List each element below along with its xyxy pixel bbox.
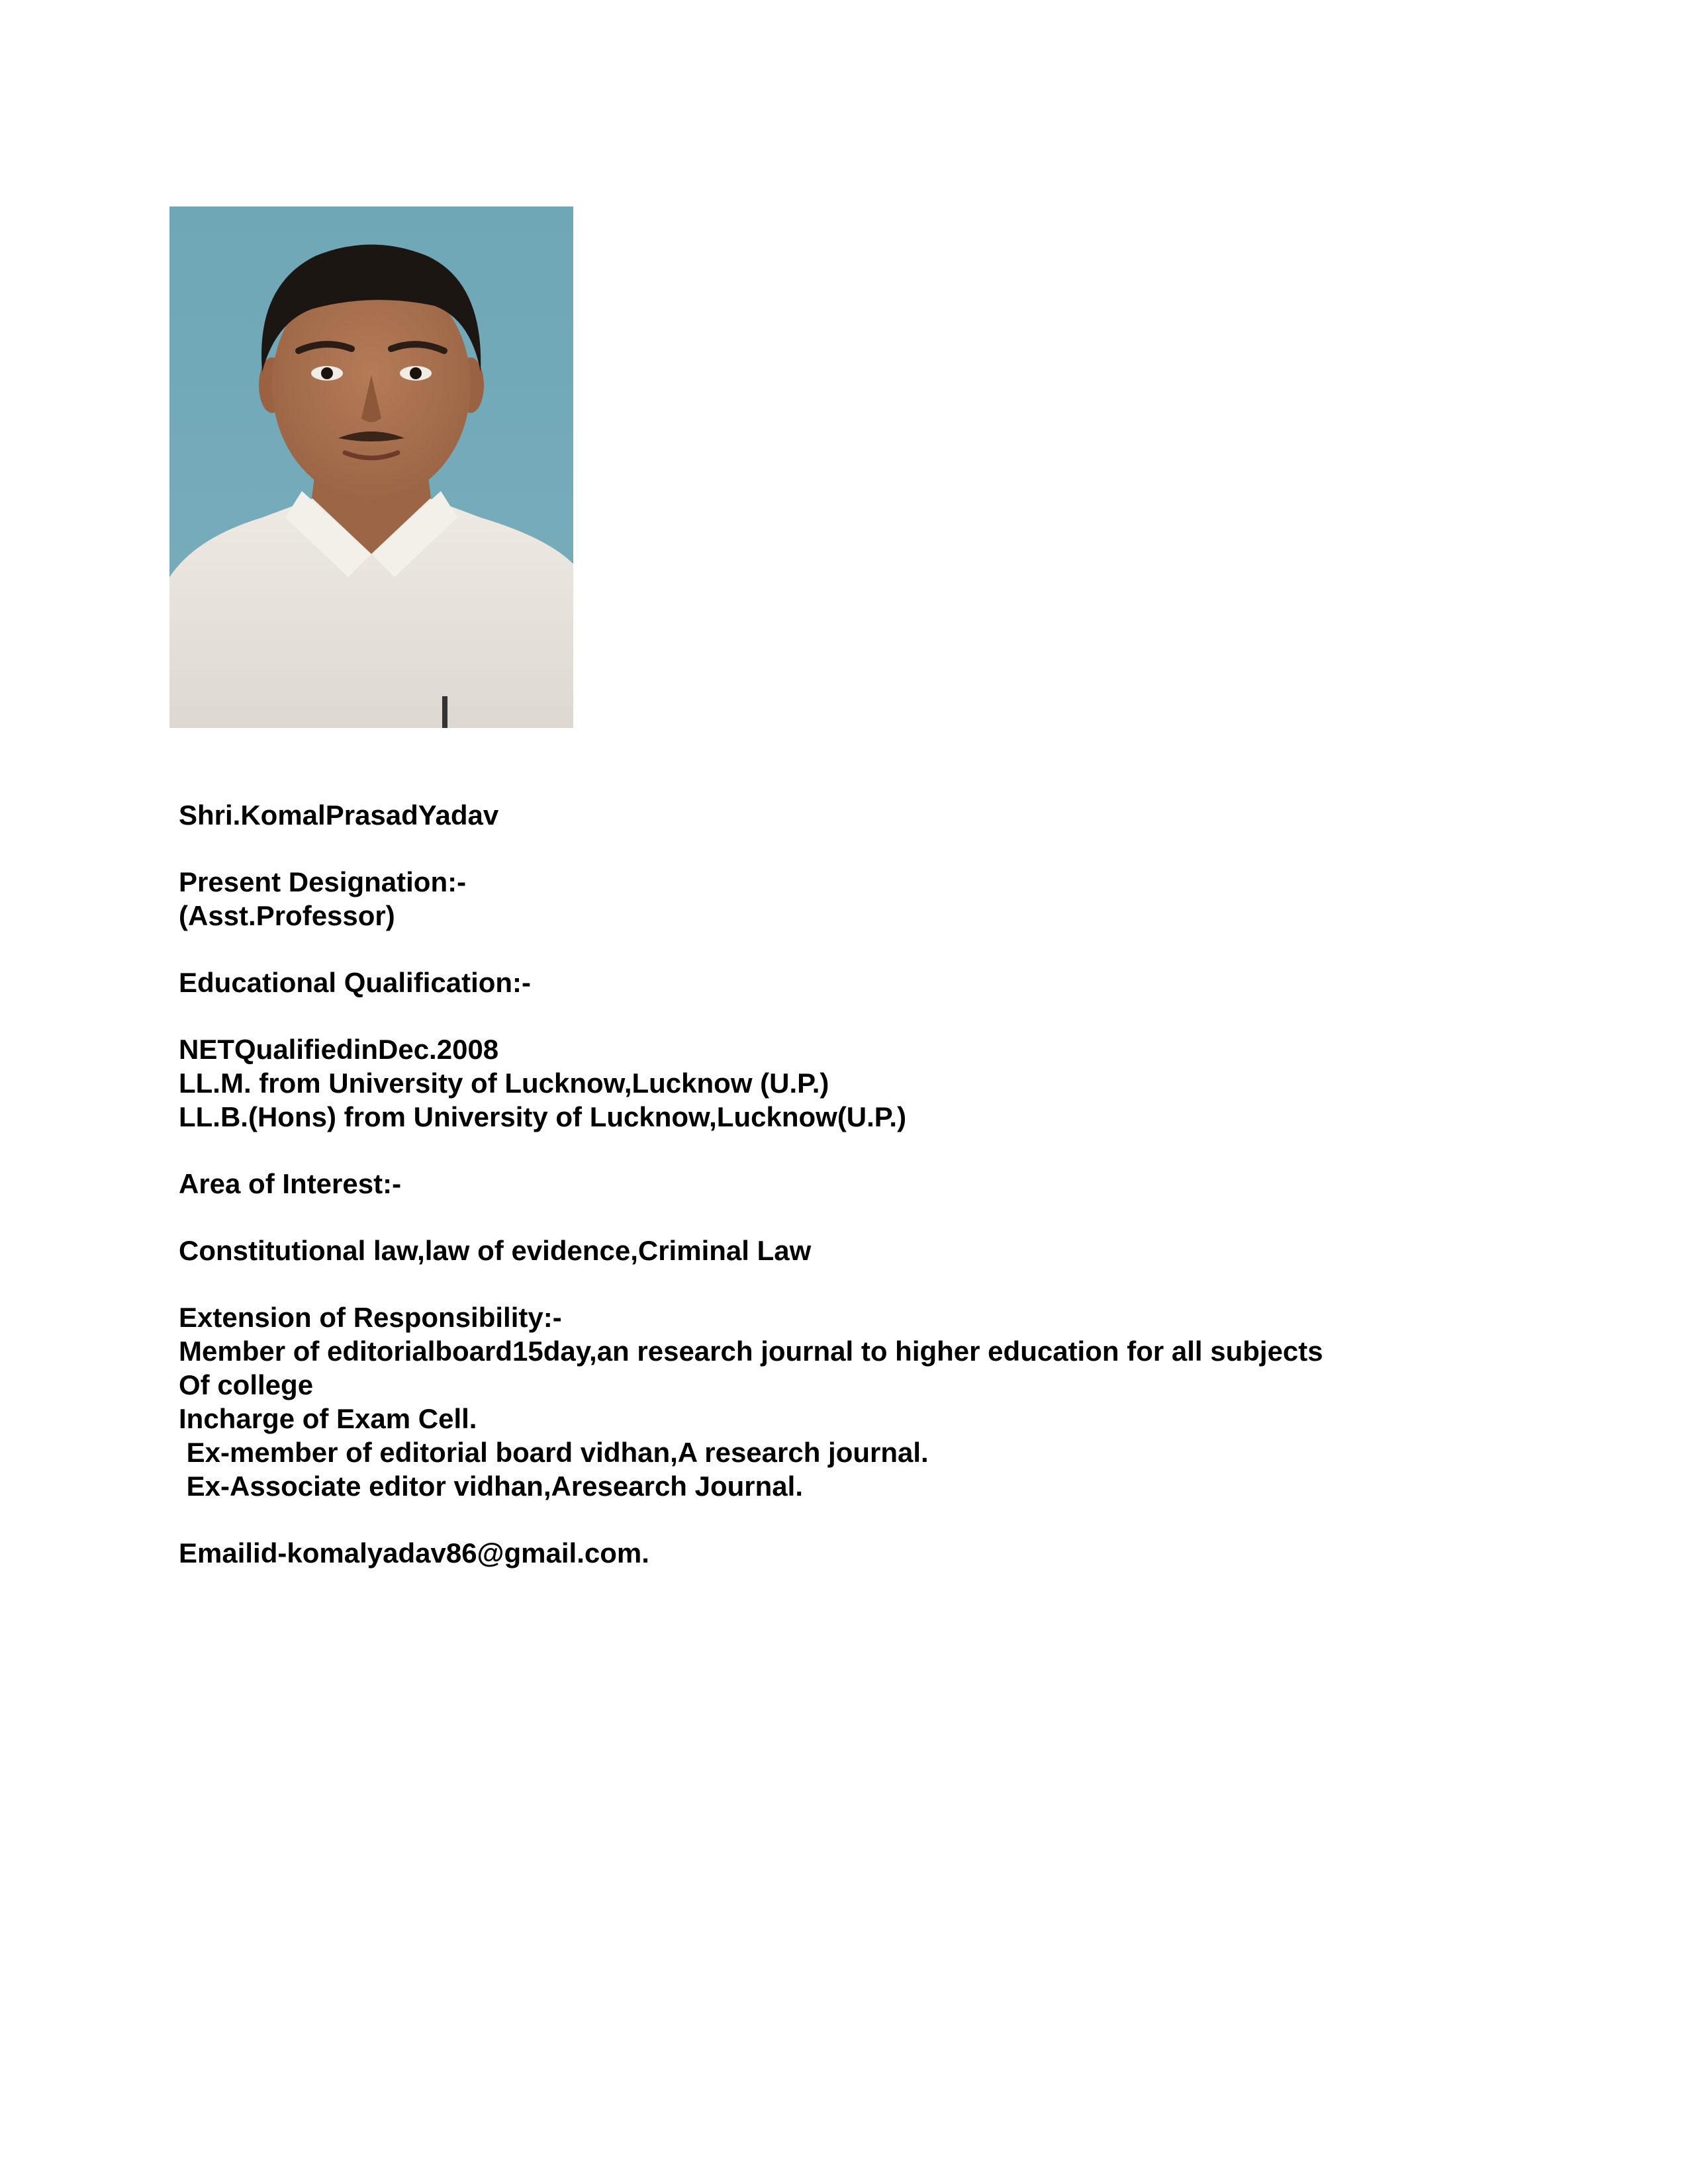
interest-value: Constitutional law,law of evidence,Criminal Law: [179, 1235, 812, 1266]
email-line: Emailid-komalyadav86@gmail.com.: [179, 1537, 649, 1569]
spacer: [179, 933, 1569, 966]
interest-heading: Area of Interest:-: [179, 1168, 402, 1199]
profile-document: [179, 798, 1569, 1570]
portrait-photo-icon: [169, 206, 573, 728]
responsibility-item: Member of editorialboard15day,an research journal to higher education for all subjects: [179, 1336, 1323, 1367]
education-item: LL.B.(Hons) from University of Lucknow,Lucknow(U.P.): [179, 1101, 907, 1132]
education-item: LL.M. from University of Lucknow,Lucknow (U.P.): [179, 1068, 829, 1099]
spacer: [179, 1503, 1569, 1536]
spacer: [179, 999, 1569, 1032]
spacer: [179, 1201, 1569, 1234]
education-heading: Educational Qualification:-: [179, 967, 532, 998]
spacer: [179, 1267, 1569, 1300]
spacer: [179, 1134, 1569, 1167]
responsibility-item: Ex-member of editorial board vidhan,A research journal.: [179, 1437, 929, 1468]
responsibility-item: Of college: [179, 1369, 314, 1400]
designation-value: (Asst.Professor): [179, 900, 395, 931]
responsibility-heading: Extension of Responsibility:-: [179, 1302, 562, 1333]
profile-photo: [169, 206, 573, 728]
designation-heading: Present Designation:-: [179, 866, 467, 897]
responsibility-item: Incharge of Exam Cell.: [179, 1403, 477, 1434]
education-item: NETQualifiedinDec.2008: [179, 1034, 499, 1065]
responsibility-item: Ex-Associate editor vidhan,Aresearch Journal.: [179, 1471, 803, 1502]
person-name: Shri.KomalPrasadYadav: [179, 799, 499, 831]
spacer: [179, 832, 1569, 865]
